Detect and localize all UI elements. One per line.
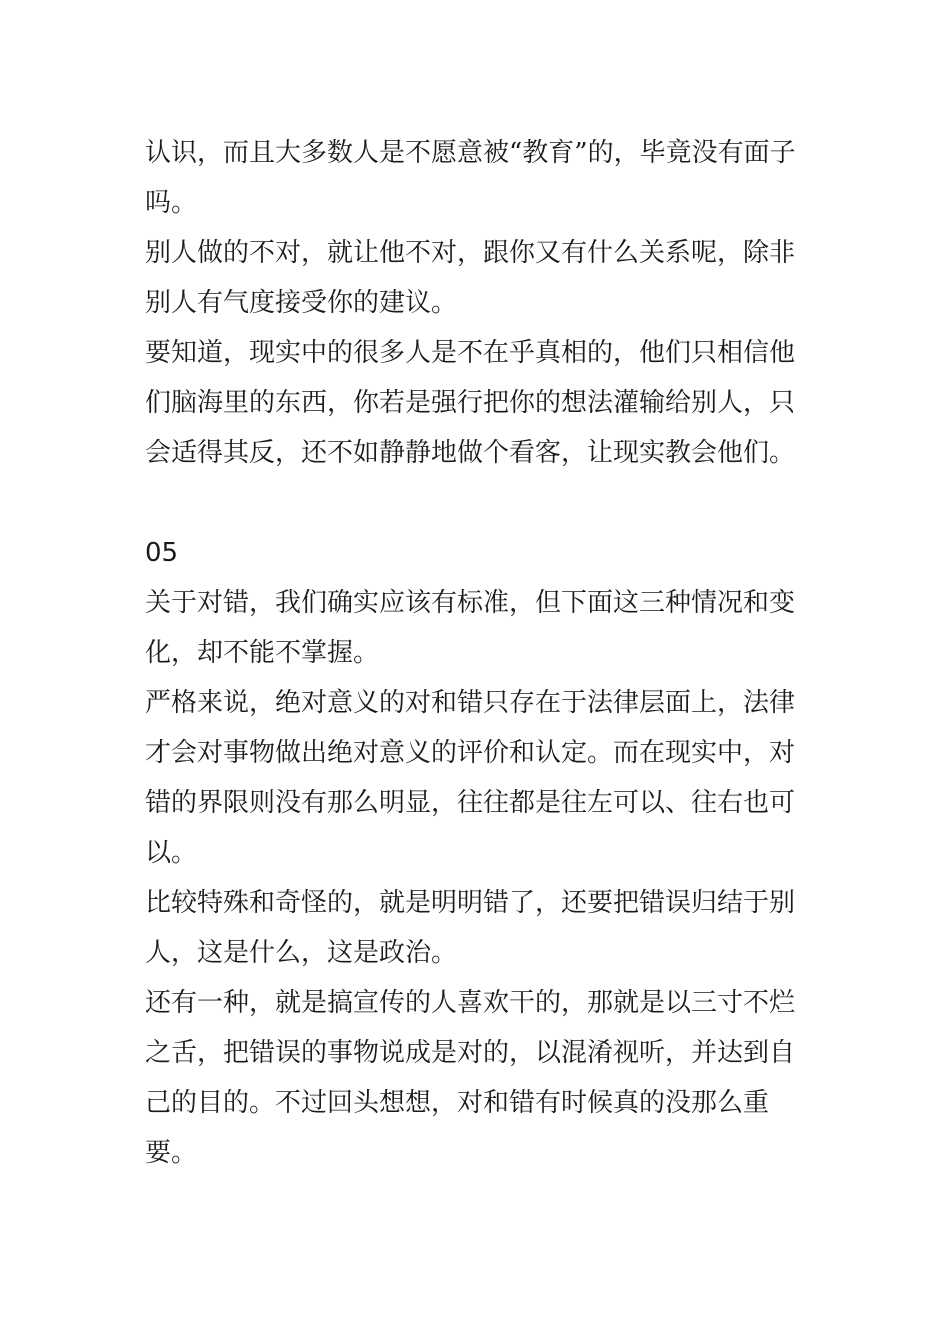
paragraph-7: 还有一种，就是搞宣传的人喜欢干的，那就是以三寸不烂之舌，把错误的事物说成是对的，以混淆视听，并达到自己的目的。不过回头想想，对和错有时候真的没那么重要。 <box>145 988 796 1168</box>
blank-line <box>145 478 810 528</box>
paragraph-4: 关于对错，我们确实应该有标准，但下面这三种情况和变化，却不能不掌握。 <box>145 588 796 668</box>
paragraph-1: 认识，而且大多数人是不愿意被“教育”的，毕竟没有面子吗。 <box>145 138 796 218</box>
paragraph-3: 要知道，现实中的很多人是不在乎真相的，他们只相信他们脑海里的东西，你若是强行把你的想法灌输给别人，只会适得其反，还不如静静地做个看客，让现实教会他们。 <box>145 338 796 468</box>
paragraph-5: 严格来说，绝对意义的对和错只存在于法律层面上，法律才会对事物做出绝对意义的评价和认定。而在现实中，对错的界限则没有那么明显，往往都是往左可以、往右也可以。 <box>145 688 796 868</box>
section-heading: 05 <box>145 538 179 568</box>
document-body <box>145 128 810 1178</box>
paragraph-2: 别人做的不对，就让他不对，跟你又有什么关系呢，除非别人有气度接受你的建议。 <box>145 238 796 318</box>
paragraph-6: 比较特殊和奇怪的，就是明明错了，还要把错误归结于别人，这是什么，这是政治。 <box>145 888 796 968</box>
